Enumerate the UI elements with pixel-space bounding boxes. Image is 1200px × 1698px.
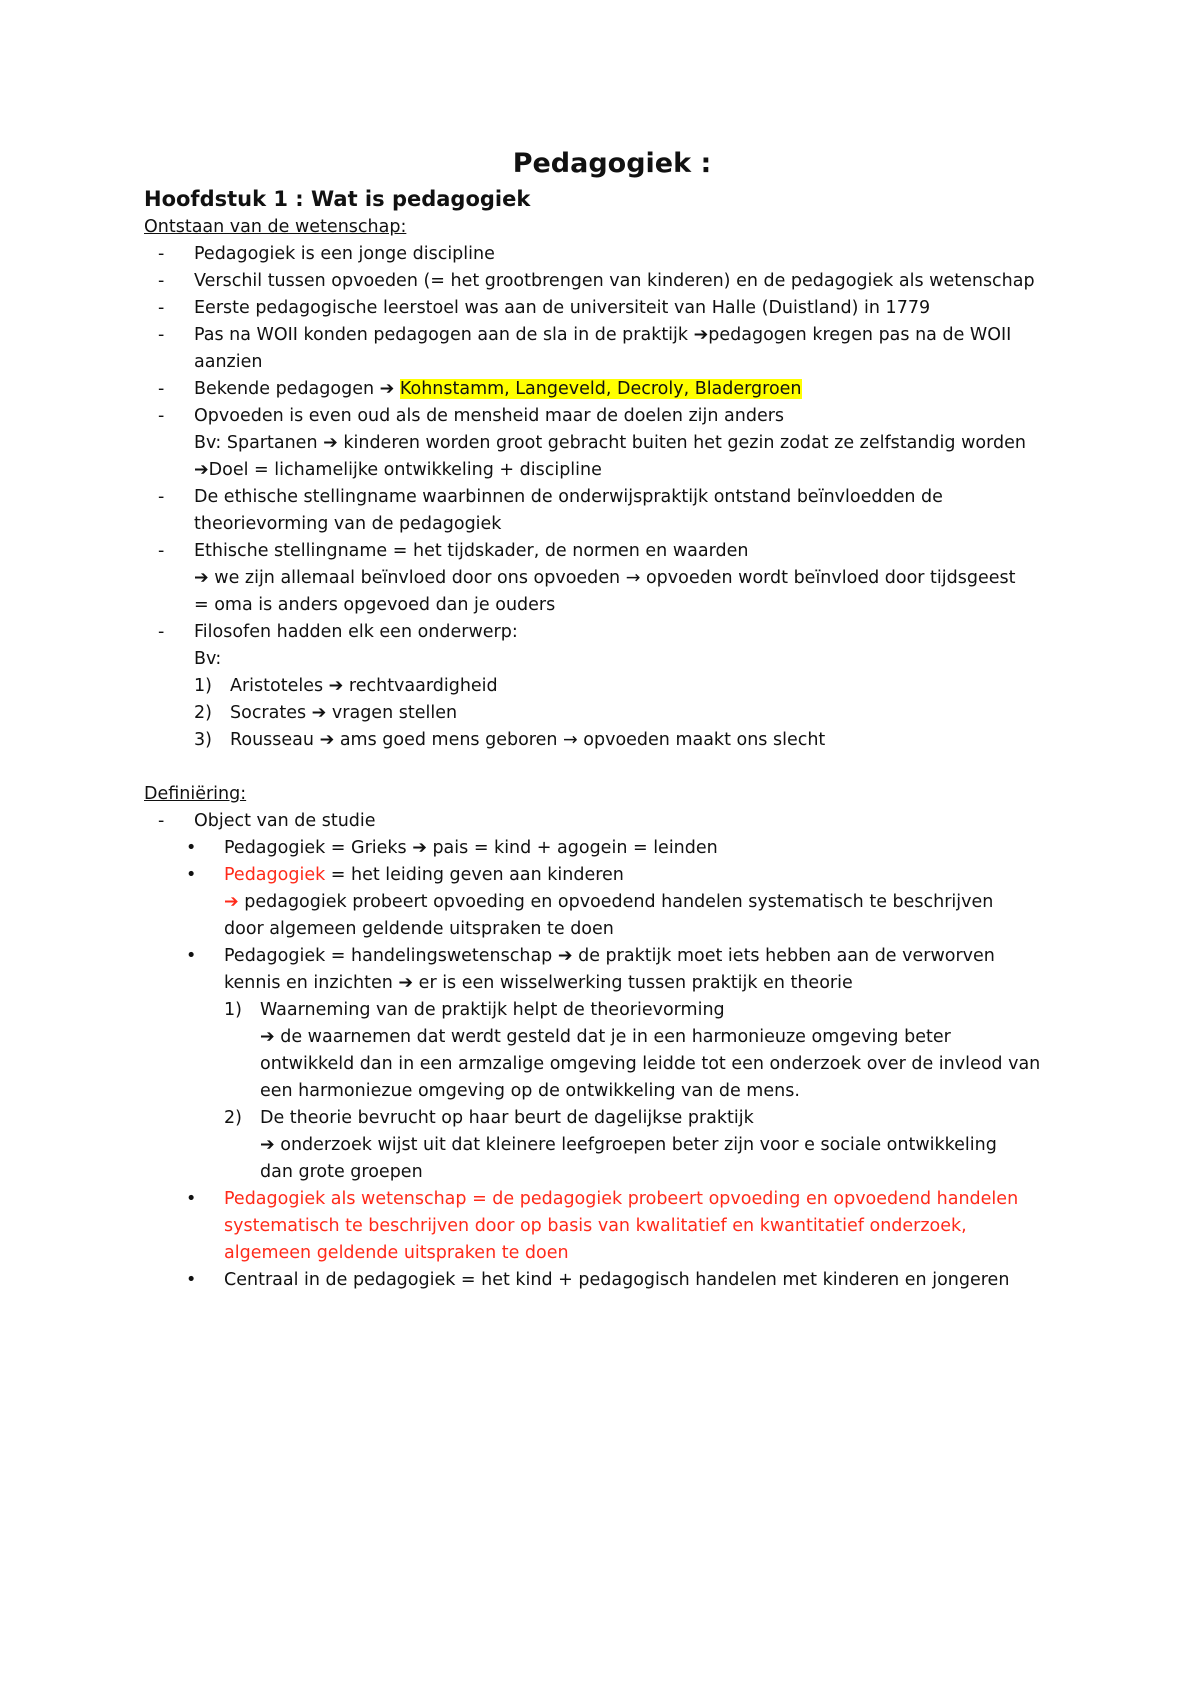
bullet-marker: • [186, 1189, 197, 1209]
thin-arrow-icon: → [563, 730, 578, 750]
red-bullet-text: Pedagogiek als wetenschap = de pedagogiek probeert opvoeding en opvoedend handelen [224, 1189, 1019, 1209]
bullet-item [144, 835, 1064, 862]
subitem-continuation [260, 1024, 1064, 1051]
philosopher-topic: rechtvaardigheid [348, 676, 498, 696]
philosopher-name: Rousseau [230, 730, 320, 750]
item-text: Object van de studie [194, 811, 376, 831]
item-text: Pas na WOII konden pedagogen aan de sla in de praktijk [194, 325, 694, 345]
item-continuation [194, 565, 1064, 592]
red-term: Pedagogiek [224, 865, 326, 885]
thin-arrow-icon: → [625, 568, 641, 588]
continuation-text: er is een wisselwerking tussen praktijk en theorie [418, 973, 853, 993]
red-bullet-text: systematisch te beschrijven door op basis van kwalitatief en kwantitatief onderzoek, [224, 1216, 967, 1236]
bullet-item [144, 1267, 1064, 1294]
bullet-continuation [224, 889, 1064, 916]
continuation-text: opvoeden wordt beïnvloed door tijdsgeest [640, 568, 1016, 588]
bullet-marker: • [186, 838, 197, 858]
item-text: Verschil tussen opvoeden (= het grootbrengen van kinderen) en de pedagogiek als wetenschap [194, 271, 1035, 291]
bullet-line [224, 862, 1064, 889]
dash-marker: - [158, 406, 165, 426]
section-heading-definiering: Definiëring: [144, 784, 247, 804]
list-item [144, 295, 1064, 322]
subitem-text: Waarneming van de praktijk helpt de theorievorming [260, 1000, 725, 1020]
numbered-item [144, 700, 1064, 727]
list-item [144, 808, 1064, 835]
numbered-subitem [144, 997, 1064, 1105]
arrow-icon: ➔ [412, 838, 427, 858]
continuation-text: we zijn allemaal beïnvloed door ons opvoeden [214, 568, 626, 588]
item-continuation: theorievorming van de pedagogiek [194, 514, 502, 534]
continuation-text: pedagogiek probeert opvoeding en opvoedend handelen systematisch te beschrijven [238, 892, 994, 912]
item-text: Opvoeden is even oud als de mensheid maar de doelen zijn anders [194, 406, 785, 426]
arrow-icon: ➔ [328, 676, 344, 696]
subitem-text: De theorie bevrucht op haar beurt de dagelijkse praktijk [260, 1108, 754, 1128]
red-arrow-icon: ➔ [224, 892, 239, 912]
philosopher-topic: opvoeden maakt ons slecht [577, 730, 826, 750]
arrow-icon: ➔ [379, 379, 395, 399]
bullet-line [224, 943, 1064, 970]
subitem-continuation [260, 1132, 1064, 1159]
philosopher-name: Aristoteles [230, 676, 329, 696]
red-bullet-text: algemeen geldende uitspraken te doen [224, 1243, 569, 1263]
list-item [144, 619, 1064, 673]
list-item [144, 376, 1064, 403]
bullet-marker: • [186, 865, 197, 885]
arrow-icon: ➔ [260, 1027, 275, 1047]
example-text: Bv: Spartanen [194, 433, 324, 453]
bullet-text: Pedagogiek = handelingswetenschap [224, 946, 558, 966]
section-heading-ontstaan: Ontstaan van de wetenschap: [144, 217, 407, 237]
dash-marker: - [158, 325, 165, 345]
subitem-continuation: dan grote groepen [260, 1162, 423, 1182]
list-item [144, 322, 1064, 376]
arrow-icon: ➔ [194, 460, 209, 480]
item-continuation: Bv: [194, 649, 222, 669]
bullet-continuation: door algemeen geldende uitspraken te doen [224, 919, 614, 939]
item-continuation: aanzien [194, 352, 263, 372]
continuation-text: kennis en inzichten [224, 973, 399, 993]
item-text: Bekende pedagogen [194, 379, 380, 399]
subitem-continuation: een harmoniezue omgeving op de ontwikkeling van de mens. [260, 1081, 800, 1101]
bullet-marker: • [186, 946, 197, 966]
numbered-item [144, 727, 1064, 754]
philosopher-topic: ams goed mens geboren [339, 730, 564, 750]
bullet-continuation [224, 970, 1064, 997]
spacer [144, 754, 1064, 781]
list-item [144, 538, 1064, 619]
document-content [144, 148, 1064, 1294]
list-item [144, 241, 1064, 268]
item-text: De ethische stellingname waarbinnen de onderwijspraktijk ontstand beïnvloedden de [194, 487, 943, 507]
goal-line [194, 457, 1064, 484]
list-item [144, 484, 1064, 538]
philosopher-topic: vragen stellen [331, 703, 458, 723]
number-marker: 3) [194, 730, 212, 750]
example-line [194, 430, 1064, 457]
dash-marker: - [158, 487, 165, 507]
numbered-subitem [144, 1105, 1064, 1186]
bullet-text: = het leiding geven aan kinderen [325, 865, 624, 885]
item-text: Ethische stellingname = het tijdskader, de normen en waarden [194, 541, 749, 561]
bullet-text: de praktijk moet iets hebben aan de verworven [578, 946, 995, 966]
item-text: Pedagogiek is een jonge discipline [194, 244, 495, 264]
dash-marker: - [158, 379, 165, 399]
item-line [194, 322, 1064, 349]
subitem-continuation: ontwikkeld dan in een armzalige omgeving leidde tot een onderzoek over de invleod van [260, 1054, 1041, 1074]
number-marker: 2) [194, 703, 212, 723]
bullet-item [144, 862, 1064, 943]
arrow-icon: ➔ [311, 703, 327, 723]
number-marker: 1) [194, 676, 212, 696]
item-text: pedagogen kregen pas na de WOII [708, 325, 1012, 345]
dash-marker: - [158, 298, 165, 318]
arrow-icon: ➔ [557, 946, 573, 966]
arrow-icon: ➔ [398, 973, 414, 993]
item-text: Filosofen hadden elk een onderwerp: [194, 622, 518, 642]
example-text: kinderen worden groot gebracht buiten het gezin zodat ze zelfstandig worden [343, 433, 1026, 453]
item-continuation: = oma is anders opgevoed dan je ouders [194, 595, 556, 615]
arrow-icon: ➔ [319, 730, 335, 750]
arrow-icon: ➔ [260, 1135, 275, 1155]
item-text: Eerste pedagogische leerstoel was aan de universiteit van Halle (Duistland) in 1779 [194, 298, 931, 318]
highlighted-names: Kohnstamm, Langeveld, Decroly, Bladergroen [399, 379, 802, 399]
arrow-icon: ➔ [693, 325, 709, 345]
bullet-text: Pedagogiek = Grieks [224, 838, 413, 858]
number-marker: 2) [224, 1108, 242, 1128]
arrow-icon: ➔ [194, 568, 209, 588]
chapter-heading: Hoofdstuk 1 : Wat is pedagogiek [144, 187, 531, 211]
page-title: Pedagogiek : [512, 148, 712, 179]
dash-marker: - [158, 622, 165, 642]
bullet-text: Centraal in de pedagogiek = het kind + pedagogisch handelen met kinderen en jongeren [224, 1270, 1010, 1290]
goal-text: Doel = lichamelijke ontwikkeling + discipline [208, 460, 602, 480]
continuation-text: de waarnemen dat werdt gesteld dat je in een harmonieuze omgeving beter [274, 1027, 951, 1047]
dash-marker: - [158, 244, 165, 264]
bullet-marker: • [186, 1270, 197, 1290]
numbered-item [144, 673, 1064, 700]
bullet-item [144, 943, 1064, 997]
list-item [144, 403, 1064, 484]
bullet-text: pais = kind + agogein = leinden [432, 838, 718, 858]
dash-marker: - [158, 811, 165, 831]
philosopher-name: Socrates [230, 703, 312, 723]
dash-marker: - [158, 541, 165, 561]
arrow-icon: ➔ [323, 433, 338, 453]
dash-marker: - [158, 271, 165, 291]
bullet-item [144, 1186, 1064, 1267]
continuation-text: onderzoek wijst uit dat kleinere leefgroepen beter zijn voor e sociale ontwikkeling [274, 1135, 997, 1155]
list-item [144, 268, 1064, 295]
number-marker: 1) [224, 1000, 242, 1020]
